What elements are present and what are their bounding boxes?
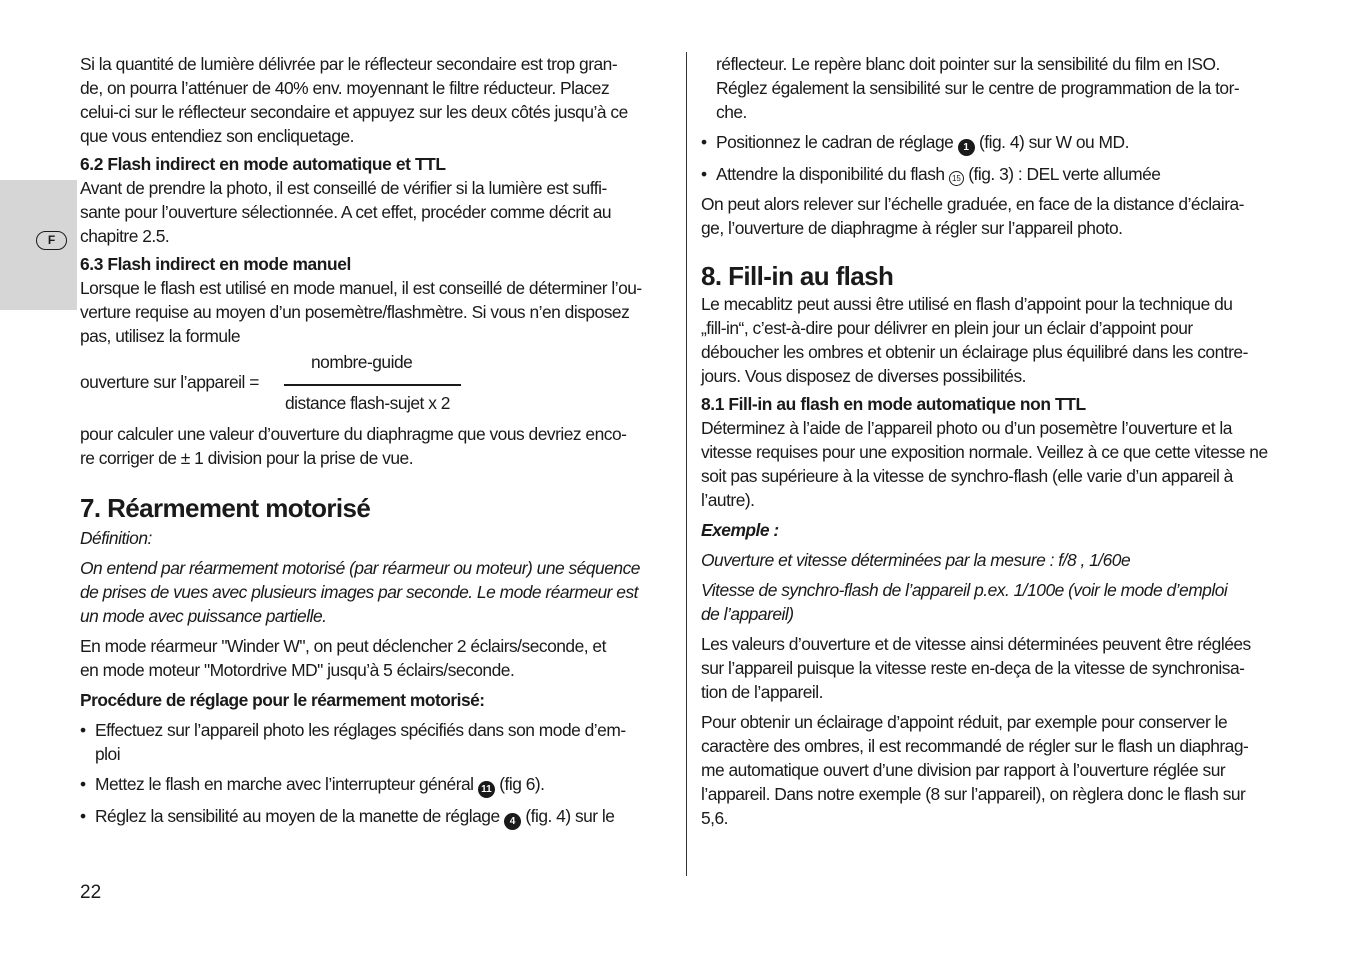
heading-6-3: 6.3 Flash indirect en mode manuel <box>80 254 351 274</box>
paragraph-6-3: Lorsque le flash est utilisé en mode manuel, il est conseillé de déterminer l’ou- verture requise au moyen d’un posemètre/flashmètre. Si vous n’en disposez pas, utilisez la formule <box>80 278 642 346</box>
fraction-bar <box>284 384 461 386</box>
bullet-dial: • Positionnez le cadran de réglage 1 (fig. 4) sur W ou MD. <box>701 130 1306 156</box>
bullet-power-on: • Mettez le flash en marche avec l’interrupteur général 11 (fig 6). <box>80 772 676 798</box>
right-column <box>701 52 1306 830</box>
heading-8: 8. Fill-in au flash <box>701 261 894 291</box>
formula-lhs: ouverture sur l’appareil = <box>80 372 259 392</box>
page-number: 22 <box>80 882 102 903</box>
heading-7: 7. Réarmement motorisé <box>80 493 371 523</box>
paragraph-reduced: Pour obtenir un éclairage d’appoint réduit, par exemple pour conserver le caractère des ombres, il est recommandé de régler sur le flash un diaphrag- me automatique ouvert d’une division par rapport à l’ouverture réglée sur l’appareil. Dans notre exemple (8 sur l’appareil), on règlera donc le flash sur 5,6. <box>701 712 1249 828</box>
paragraph-winder: En mode réarmeur "Winder W", on peut déclencher 2 éclairs/seconde, et en mode moteur "Motordrive MD" jusqu’à 5 éclairs/seconde. <box>80 636 606 680</box>
example-measure: Ouverture et vitesse déterminées par la mesure : f/8 , 1/60e <box>701 550 1131 570</box>
procedure-title: Procédure de réglage pour le réarmement motorisé: <box>80 690 485 710</box>
paragraph-6-2: Avant de prendre la photo, il est conseillé de vérifier si la lumière est suffi- sante pour l’ouverture sélectionnée. A cet effet, procéder comme décrit au chapitre 2.5. <box>80 178 612 246</box>
heading-8-1: 8.1 Fill-in au flash en mode automatique non TTL <box>701 394 1086 414</box>
aperture-formula <box>80 350 676 416</box>
bullet-flash-ready: • Attendre la disponibilité du flash 15 (fig. 3) : DEL verte allumée <box>701 164 1161 184</box>
example-sync: Vitesse de synchro-flash de l’appareil p.ex. 1/100e (voir le mode d’emploi de l’appareil) <box>701 580 1228 624</box>
definition-label: Définition: <box>80 528 152 548</box>
ref-number-icon: 4 <box>504 813 521 830</box>
language-badge: F <box>36 231 67 250</box>
left-column <box>80 52 676 830</box>
bullet-camera-settings: • Effectuez sur l’appareil photo les réglages spécifiés dans son mode d’em- ploi <box>80 720 626 764</box>
definition-text: On entend par réarmement motorisé (par réarmeur ou moteur) une séquence de prises de vues avec plusieurs images par seconde. Le mode réarmeur est un mode avec puissance partielle. <box>80 558 640 626</box>
ref-number-icon: 1 <box>958 139 975 156</box>
heading-6-2: 6.2 Flash indirect en mode automatique et TTL <box>80 154 446 174</box>
paragraph-8: Le mecablitz peut aussi être utilisé en flash d’appoint pour la technique du „fill-in“, c’est-à-dire pour délivrer en plein jour un éclair d’appoint pour déboucher les ombres et obtenir un éclairage plus équilibré dans les contre- jours. Vous disposez de diverses possibilités. <box>701 294 1248 386</box>
paragraph-values: Les valeurs d’ouverture et de vitesse ainsi déterminées peuvent être réglées sur l’appareil puisque la vitesse reste en-deça de la vitesse de synchronisa- tion de l’appareil. <box>701 634 1251 702</box>
ref-number-outline-icon: 15 <box>949 171 964 186</box>
paragraph-scale: On peut alors relever sur l’échelle graduée, en face de la distance d’éclaira- ge, l’ouverture de diaphragme à régler sur l’appareil photo. <box>701 194 1244 238</box>
bullet-sensitivity: • Réglez la sensibilité au moyen de la manette de réglage 4 (fig. 4) sur le <box>80 804 676 830</box>
formula-denominator: distance flash-sujet x 2 <box>285 393 450 413</box>
paragraph-correction: pour calculer une valeur d’ouverture du diaphragme que vous devriez enco- re corriger de ± 1 division pour la prise de vue. <box>80 424 627 468</box>
ref-number-icon: 11 <box>478 781 495 798</box>
formula-numerator: nombre-guide <box>311 352 413 372</box>
paragraph-filter: Si la quantité de lumière délivrée par le réflecteur secondaire est trop gran- de, on pourra l’atténuer de 40% env. moyennant le filtre réducteur. Placez celui-ci sur le réflecteur secondaire et appuyez sur les deux côtés jusqu’à ce que vous entendiez son encliquetage. <box>80 54 628 146</box>
example-label: Exemple : <box>701 520 779 540</box>
column-divider <box>686 52 687 876</box>
bullet-continuation: réflecteur. Le repère blanc doit pointer sur la sensibilité du film en ISO. Réglez également la sensibilité sur le centre de programmation de la tor- che. <box>716 54 1240 122</box>
paragraph-8-1: Déterminez à l’aide de l’appareil photo ou d’un posemètre l’ouverture et la vitesse requises pour une exposition normale. Veillez à ce que cette vitesse ne soit pas supérieure à la vitesse de synchro-flash (elle varie d’un appareil à l’autre). <box>701 418 1268 510</box>
